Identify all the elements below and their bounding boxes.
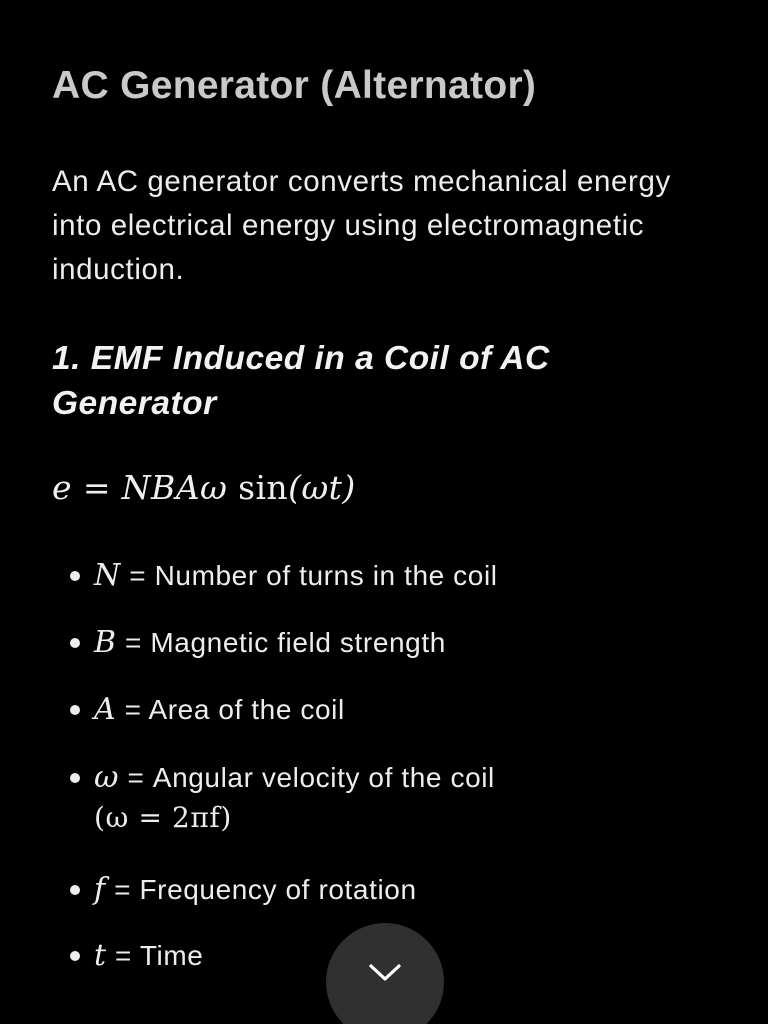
variable-symbol: ω <box>94 760 120 795</box>
formula-equals: = <box>82 468 111 507</box>
list-item <box>70 870 710 910</box>
formula-rhs-vars: NBAω <box>121 468 228 507</box>
variable-symbol: A <box>94 692 117 727</box>
list-item <box>70 556 710 596</box>
variable-description: = Time <box>115 940 204 971</box>
bullet-dot <box>70 951 80 961</box>
variable-symbol: B <box>94 625 117 660</box>
list-item <box>70 758 710 838</box>
page-title: AC Generator (Alternator) <box>52 64 537 107</box>
variable-description: = Magnetic field strength <box>125 627 446 658</box>
variable-symbol: N <box>94 558 121 593</box>
list-item <box>70 623 710 663</box>
variable-description: = Area of the coil <box>124 694 345 725</box>
list-item <box>70 690 710 730</box>
variable-description: = Frequency of rotation <box>114 874 417 905</box>
bullet-dot <box>70 571 80 581</box>
emf-formula <box>52 468 356 507</box>
bullet-dot <box>70 773 80 783</box>
variable-symbol: t <box>94 938 107 973</box>
intro-paragraph: An AC generator converts mechanical energy into electrical energy using electromagnetic induction. <box>52 165 671 286</box>
bullet-dot <box>70 885 80 895</box>
variable-note <box>70 798 710 838</box>
omega-relation: (ω = 2πf) <box>94 801 232 834</box>
formula-sin: sin <box>238 468 289 507</box>
chevron-down-icon <box>368 963 402 983</box>
formula-arg: (ωt) <box>288 468 356 507</box>
formula-lhs: e <box>52 468 72 507</box>
variable-description: = Angular velocity of the coil <box>127 762 495 793</box>
section-heading: 1. EMF Induced in a Coil of AC Generator <box>52 340 550 422</box>
bullet-dot <box>70 638 80 648</box>
bullet-dot <box>70 705 80 715</box>
variable-description: = Number of turns in the coil <box>129 560 498 591</box>
variable-symbol: f <box>94 872 106 907</box>
